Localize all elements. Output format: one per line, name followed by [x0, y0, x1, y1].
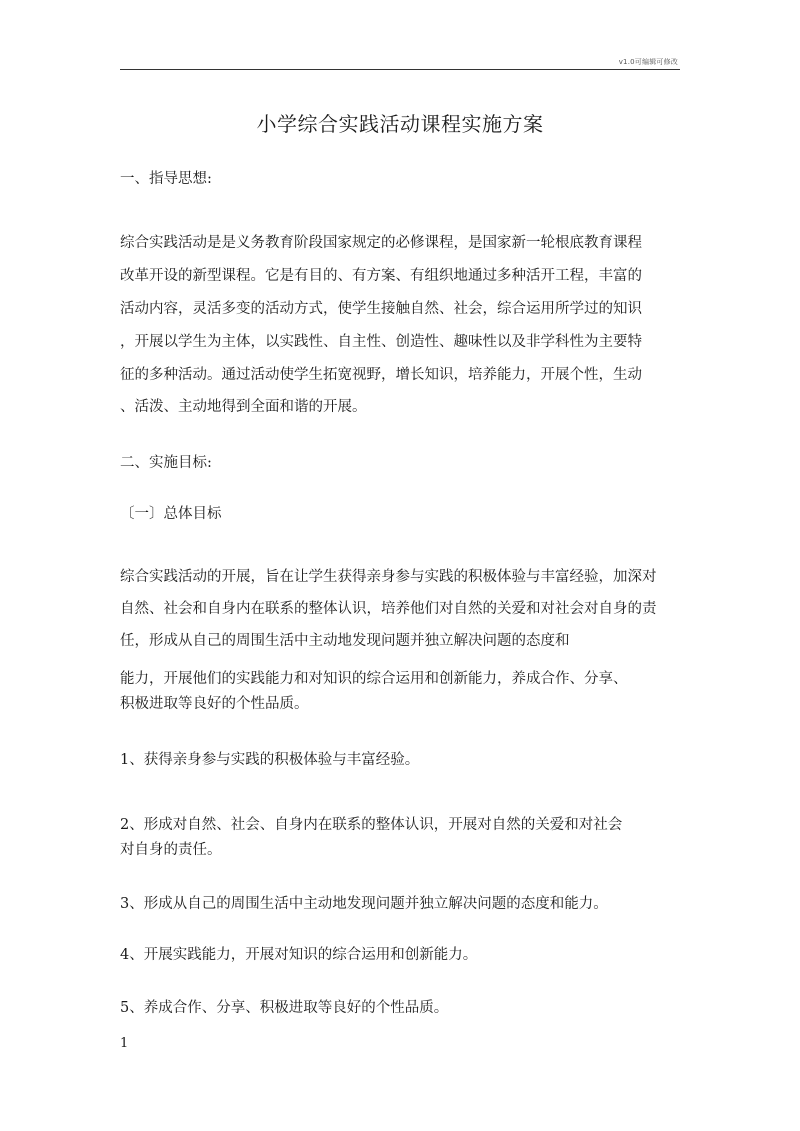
- paragraph-line: 改革开设的新型课程。它是有目的、有方案、有组织地通过多种活开工程，丰富的: [120, 268, 642, 284]
- goal-item-line: 对自身的责任。: [120, 842, 222, 858]
- paragraph-line: 任，形成从自己的周围生活中主动地发现问题并独立解决问题的态度和: [120, 633, 570, 649]
- paragraph-line: 征的多种活动。通过活动使学生拓宽视野，增长知识，培养能力，开展个性，生动: [120, 367, 642, 383]
- section2-heading: 二、实施目标:: [120, 455, 212, 471]
- paragraph-line: 、活泼、主动地得到全面和谐的开展。: [120, 399, 367, 415]
- paragraph-line: 综合实践活动的开展，旨在让学生获得亲身参与实践的积极体验与丰富经验，加深对: [120, 569, 657, 585]
- paragraph-line: 积极进取等良好的个性品质。: [120, 696, 309, 712]
- paragraph-line: 活动内容，灵活多变的活动方式，使学生接触自然、社会，综合运用所学过的知识: [120, 301, 642, 317]
- page-number: 1: [120, 1036, 129, 1051]
- header-rule: [120, 69, 680, 70]
- section1-heading: 一、指导思想:: [120, 171, 212, 187]
- goal-item-line: 4、开展实践能力，开展对知识的综合运用和创新能力。: [120, 947, 478, 963]
- subsection1-heading: 〔一〕总体目标: [120, 506, 222, 522]
- paragraph-line: ，开展以学生为主体，以实践性、自主性、创造性、趣味性以及非学科性为主要特: [120, 334, 642, 350]
- paragraph-line: 综合实践活动是是义务教育阶段国家规定的必修课程，是国家新一轮根底教育课程: [120, 235, 642, 251]
- header-version-note: v1.0可编辑可修改: [618, 58, 678, 66]
- goal-item-line: 3、形成从自己的周围生活中主动地发现问题并独立解决问题的态度和能力。: [120, 896, 608, 912]
- paragraph-line: 能力，开展他们的实践能力和对知识的综合运用和创新能力，养成合作、分享、: [120, 671, 628, 687]
- goal-item-line: 5、养成合作、分享、积极进取等良好的个性品质。: [120, 1000, 449, 1016]
- document-title: 小学综合实践活动课程实施方案: [256, 112, 544, 136]
- goal-item-line: 2、形成对自然、社会、自身内在联系的整体认识，开展对自然的关爱和对社会: [120, 817, 623, 833]
- goal-item-line: 1、获得亲身参与实践的积极体验与丰富经验。: [120, 752, 420, 768]
- paragraph-line: 自然、社会和自身内在联系的整体认识，培养他们对自然的关爱和对社会对自身的责: [120, 601, 657, 617]
